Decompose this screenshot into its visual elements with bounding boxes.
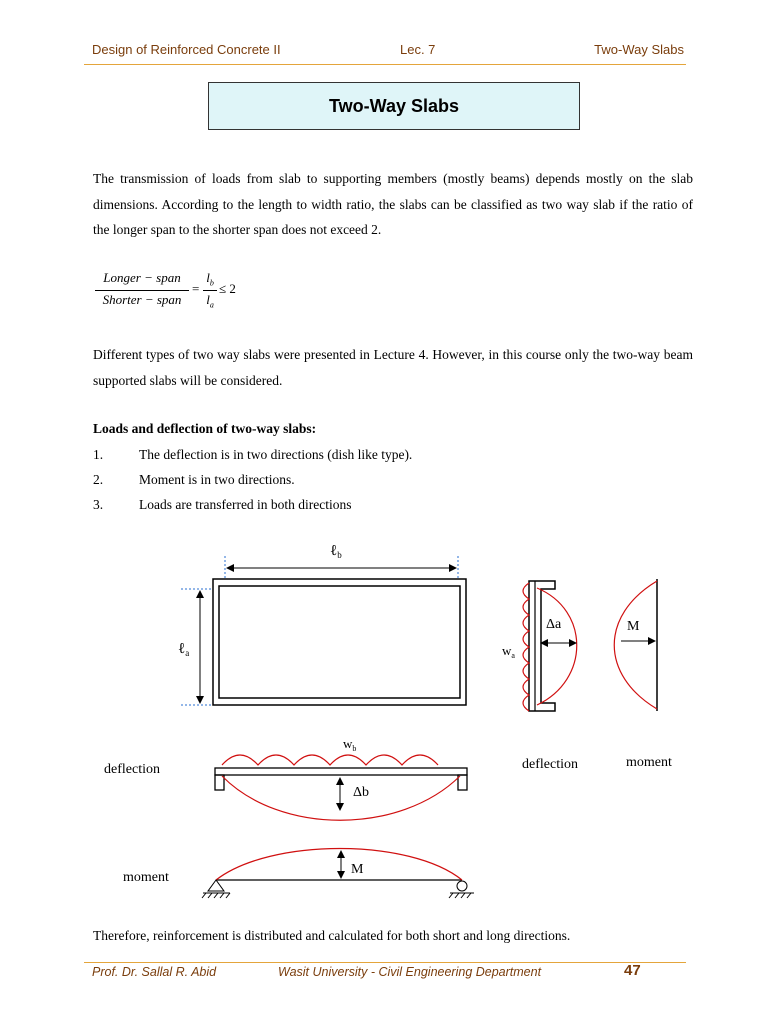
formula-equals: = [192,281,200,296]
slab-plan-view [178,543,466,705]
moment-symbol-side: M [627,619,640,634]
wa-label: $w_a$ [502,643,515,660]
delta-b-label: Δb [353,785,370,800]
lb-label: ℓ$_b$ [330,543,342,560]
short-span-moment [614,579,657,711]
deflection-label-right: deflection [522,757,578,772]
header-topic: Two-Way Slabs [594,42,684,57]
page-number: 47 [624,962,641,979]
short-span-section [502,581,577,711]
types-paragraph: Different types of two way slabs were presented in Lecture 4. However, in this course only the two-way beam supported slabs will be considered. [93,347,693,388]
wb-label: $w_b$ [343,736,357,753]
ratio-denominator: $l_a$ [206,292,214,310]
footer-author: Prof. Dr. Sallal R. Abid [92,965,217,979]
formula-denominator: Shorter − span [102,292,182,307]
moment-label-left: moment [123,870,169,885]
page-title: Two-Way Slabs [208,82,580,130]
formula-numerator: Longer − span [103,270,181,285]
footer-rule [84,962,686,963]
section-heading: Loads and deflection of two-way slabs: [93,421,317,436]
intro-paragraph: The transmission of loads from slab to supporting members (mostly beams) depends mostly on the slab dimensions. According to the length to width ratio, the slabs can be classified as two way slab if the ratio of the longer span to the shorter span does not exceed 2. [93,171,693,237]
conclusion-paragraph: Therefore, reinforcement is distributed and calculated for both short and long directions. [93,928,571,943]
lecture-number: Lec. 7 [400,42,436,57]
la-label: ℓ$_a$ [178,641,190,658]
formula-limit: ≤ 2 [219,281,236,296]
page-footer [92,962,684,985]
course-title: Design of Reinforced Concrete II [92,42,281,57]
ratio-numerator: $l_b$ [206,270,214,288]
footer-institution: Wasit University - Civil Engineering Department [278,965,542,979]
delta-a-label: Δa [546,617,562,632]
long-span-section [215,736,467,820]
long-span-moment [202,849,474,899]
moment-symbol-bottom: M [351,862,364,877]
moment-label-right: moment [626,755,672,770]
deflection-label-left: deflection [104,762,160,777]
